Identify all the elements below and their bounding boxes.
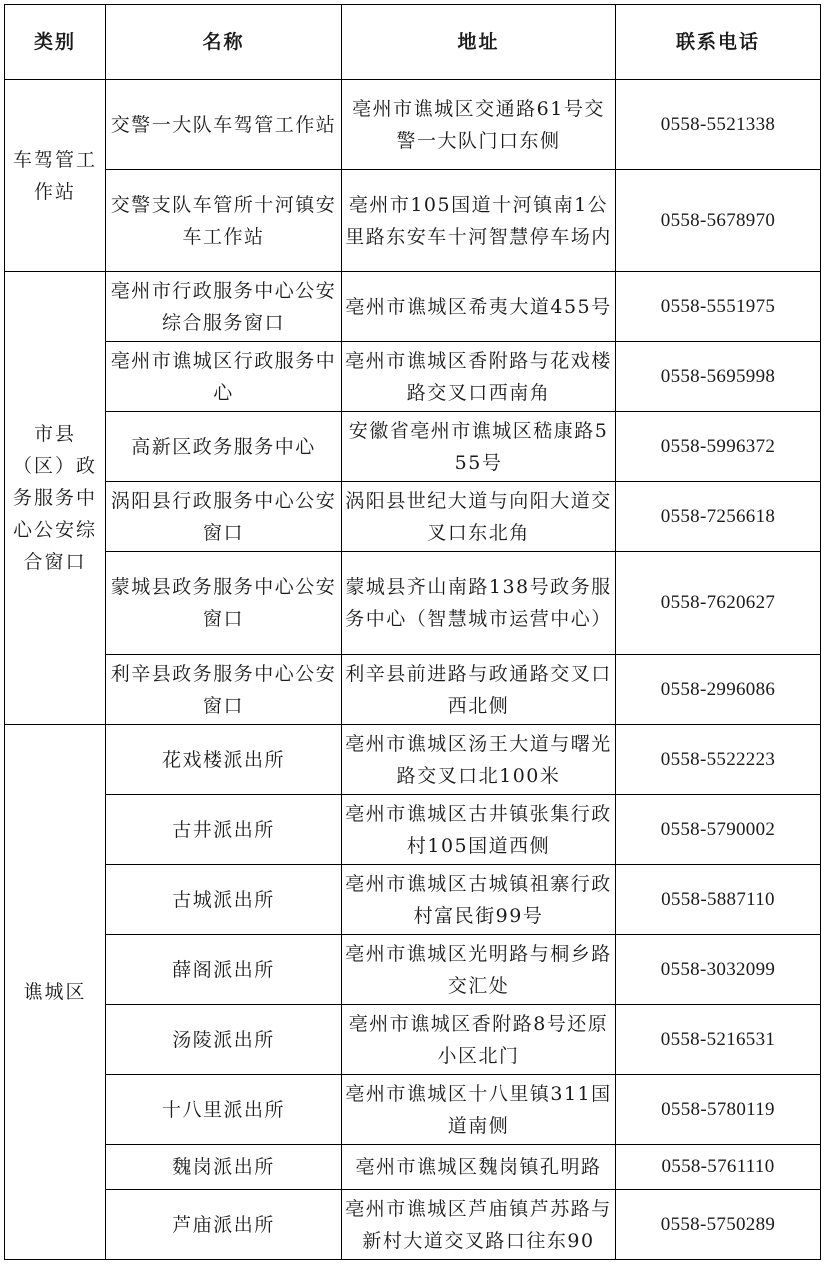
phone-cell: 0558-5216531 (616, 1005, 821, 1075)
table-row (5, 865, 821, 935)
address-cell: 亳州市105国道十河镇南1公里路东安车十河智慧停车场内 (342, 170, 616, 272)
table-row (5, 1145, 821, 1190)
name-cell: 古城派出所 (106, 865, 342, 935)
name-cell: 高新区政务服务中心 (106, 412, 342, 482)
table-row (5, 725, 821, 795)
name-cell: 古井派出所 (106, 795, 342, 865)
phone-cell: 0558-5790002 (616, 795, 821, 865)
phone-cell: 0558-5750289 (616, 1190, 821, 1260)
header-address: 地址 (342, 5, 616, 80)
name-cell: 涡阳县行政服务中心公安窗口 (106, 482, 342, 552)
table-row (5, 342, 821, 412)
address-cell: 亳州市谯城区十八里镇311国道南侧 (342, 1075, 616, 1145)
phone-cell: 0558-3032099 (616, 935, 821, 1005)
table-row (5, 655, 821, 725)
address-cell: 亳州市谯城区魏岗镇孔明路 (342, 1145, 616, 1190)
address-cell: 亳州市谯城区光明路与桐乡路交汇处 (342, 935, 616, 1005)
name-cell: 魏岗派出所 (106, 1145, 342, 1190)
name-cell: 十八里派出所 (106, 1075, 342, 1145)
table-row (5, 795, 821, 865)
name-cell: 交警一大队车驾管工作站 (106, 80, 342, 170)
header-phone: 联系电话 (616, 5, 821, 80)
table-row (5, 412, 821, 482)
table-row (5, 272, 821, 342)
name-cell: 花戏楼派出所 (106, 725, 342, 795)
address-cell: 亳州市谯城区芦庙镇芦苏路与新村大道交叉路口往东90 (342, 1190, 616, 1260)
header-name: 名称 (106, 5, 342, 80)
contact-table (4, 4, 821, 1260)
phone-cell: 0558-5551975 (616, 272, 821, 342)
name-cell: 蒙城县政务服务中心公安窗口 (106, 552, 342, 655)
address-cell: 安徽省亳州市谯城区嵇康路555号 (342, 412, 616, 482)
name-cell: 交警支队车管所十河镇安车工作站 (106, 170, 342, 272)
phone-cell: 0558-5761110 (616, 1145, 821, 1190)
table-row (5, 170, 821, 272)
header-row (5, 5, 821, 80)
phone-cell: 0558-5522223 (616, 725, 821, 795)
address-cell: 亳州市谯城区香附路8号还原小区北门 (342, 1005, 616, 1075)
table-row (5, 80, 821, 170)
table-row (5, 552, 821, 655)
name-cell: 芦庙派出所 (106, 1190, 342, 1260)
address-cell: 亳州市谯城区交通路61号交警一大队门口东侧 (342, 80, 616, 170)
phone-cell: 0558-5521338 (616, 80, 821, 170)
address-cell: 亳州市谯城区古井镇张集行政村105国道西侧 (342, 795, 616, 865)
address-cell: 亳州市谯城区希夷大道455号 (342, 272, 616, 342)
phone-cell: 0558-2996086 (616, 655, 821, 725)
phone-cell: 0558-5996372 (616, 412, 821, 482)
category-cell: 车驾管工作站 (5, 80, 106, 272)
table-row (5, 482, 821, 552)
phone-cell: 0558-7256618 (616, 482, 821, 552)
address-cell: 蒙城县齐山南路138号政务服务中心（智慧城市运营中心） (342, 552, 616, 655)
category-cell: 谯城区 (5, 725, 106, 1260)
header-category: 类别 (5, 5, 106, 80)
phone-cell: 0558-7620627 (616, 552, 821, 655)
name-cell: 利辛县政务服务中心公安窗口 (106, 655, 342, 725)
table-body (5, 80, 821, 1260)
table-row (5, 1190, 821, 1260)
table-row (5, 1005, 821, 1075)
phone-cell: 0558-5887110 (616, 865, 821, 935)
table-row (5, 1075, 821, 1145)
address-cell: 亳州市谯城区汤王大道与曙光路交叉口北100米 (342, 725, 616, 795)
name-cell: 汤陵派出所 (106, 1005, 342, 1075)
phone-cell: 0558-5780119 (616, 1075, 821, 1145)
address-cell: 涡阳县世纪大道与向阳大道交叉口东北角 (342, 482, 616, 552)
address-cell: 亳州市谯城区古城镇祖寨行政村富民街99号 (342, 865, 616, 935)
table-row (5, 935, 821, 1005)
phone-cell: 0558-5695998 (616, 342, 821, 412)
name-cell: 亳州市行政服务中心公安综合服务窗口 (106, 272, 342, 342)
phone-cell: 0558-5678970 (616, 170, 821, 272)
category-cell: 市县（区）政务服务中心公安综合窗口 (5, 272, 106, 725)
address-cell: 利辛县前进路与政通路交叉口西北侧 (342, 655, 616, 725)
address-cell: 亳州市谯城区香附路与花戏楼路交叉口西南角 (342, 342, 616, 412)
name-cell: 薛阁派出所 (106, 935, 342, 1005)
name-cell: 亳州市谯城区行政服务中心 (106, 342, 342, 412)
